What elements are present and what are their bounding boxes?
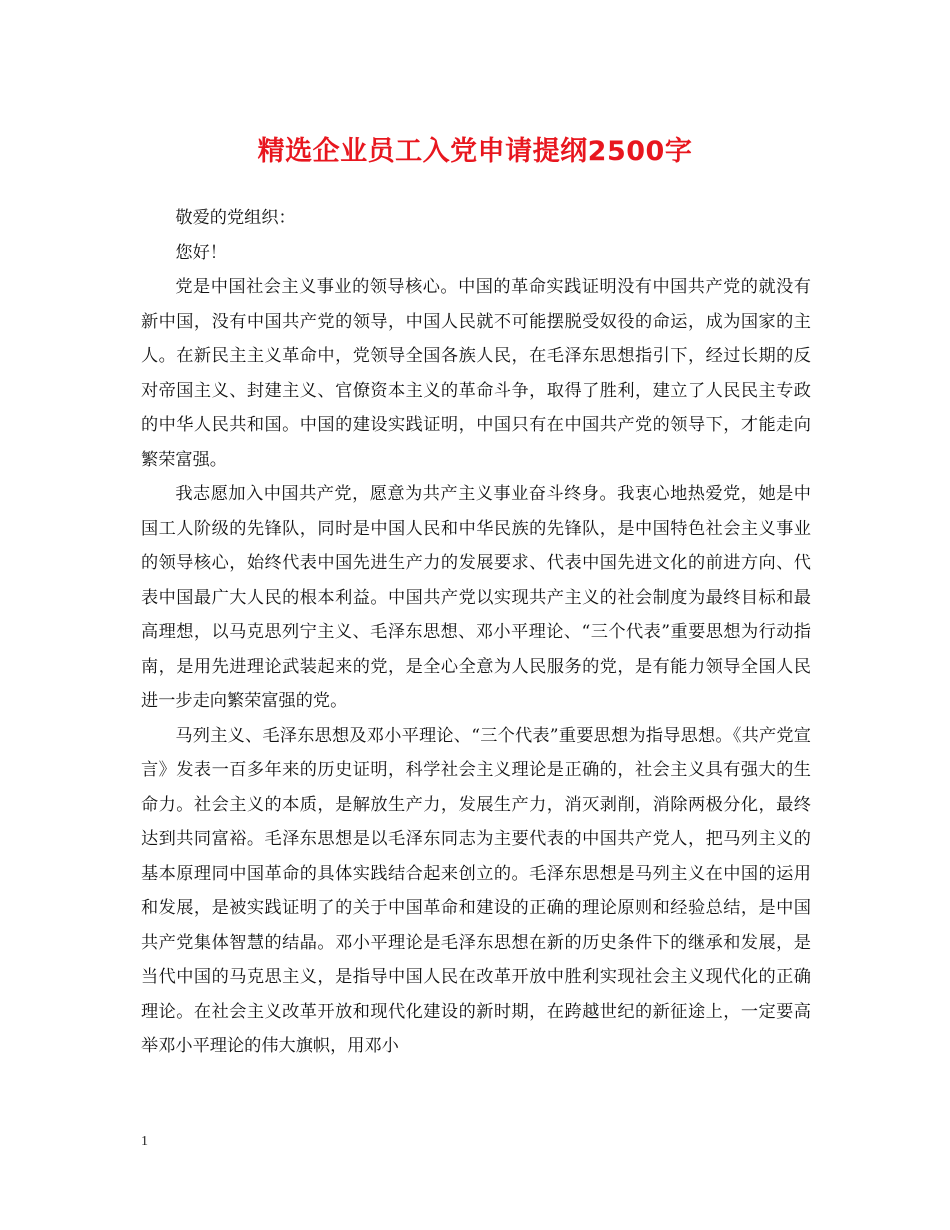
greeting: 您好！: [175, 242, 227, 263]
body-paragraph: 我志愿加入中国共产党，愿意为共产主义事业奋斗终身。我衷心地热爱党，她是中国工人阶级的先锋队，同时是中国人民和中华民族的先锋队，是中国特色社会主义事业的领导核心，始终代表中国先进生产力的发展要求、代表中国先进文化的前进方向、代表中国最广大人民的根本利益。中国共产党以实现共产主义的社会制度为最终目标和最高理想，以马克思列宁主义、毛泽东思想、邓小平理论、“三个代表”重要思想为行动指南，是用先进理论武装起来的党，是全心全意为人民服务的党，是有能力领导全国人民进一步走向繁荣富强的党。: [141, 484, 811, 711]
page-title: 精选企业员工入党申请提纲2500字: [257, 136, 693, 167]
document-body: [141, 201, 811, 1064]
salutation: 敬爱的党组织：: [175, 208, 296, 228]
body-paragraph: 马列主义、毛泽东思想及邓小平理论、“三个代表”重要思想为指导思想。《共产党宣言》发表一百多年来的历史证明，科学社会主义理论是正确的，社会主义具有强大的生命力。社会主义的本质，是解放生产力，发展生产力，消灭剥削，消除两极分化，最终达到共同富裕。毛泽东思想是以毛泽东同志为主要代表的中国共产党人，把马列主义的基本原理同中国革命的具体实践结合起来创立的。毛泽东思想是马列主义在中国的运用和发展，是被实践证明了的关于中国革命和建设的正确的理论原则和经验总结，是中国共产党集体智慧的结晶。邓小平理论是毛泽东思想在新的历史条件下的继承和发展，是当代中国的马克思主义，是指导中国人民在改革开放中胜利实现社会主义现代化的正确理论。在社会主义改革开放和现代化建设的新时期，在跨越世纪的新征途上，一定要高举邓小平理论的伟大旗帜，用邓小: [141, 725, 811, 1056]
page-number: 1: [141, 1134, 148, 1149]
body-paragraph: 党是中国社会主义事业的领导核心。中国的革命实践证明没有中国共产党的就没有新中国，没有中国共产党的领导，中国人民就不可能摆脱受奴役的命运，成为国家的主人。在新民主主义革命中，党领导全国各族人民，在毛泽东思想指引下，经过长期的反对帝国主义、封建主义、官僚资本主义的革命斗争，取得了胜利，建立了人民民主专政的中华人民共和国。中国的建设实践证明，中国只有在中国共产党的领导下，才能走向繁荣富强。: [141, 277, 811, 470]
